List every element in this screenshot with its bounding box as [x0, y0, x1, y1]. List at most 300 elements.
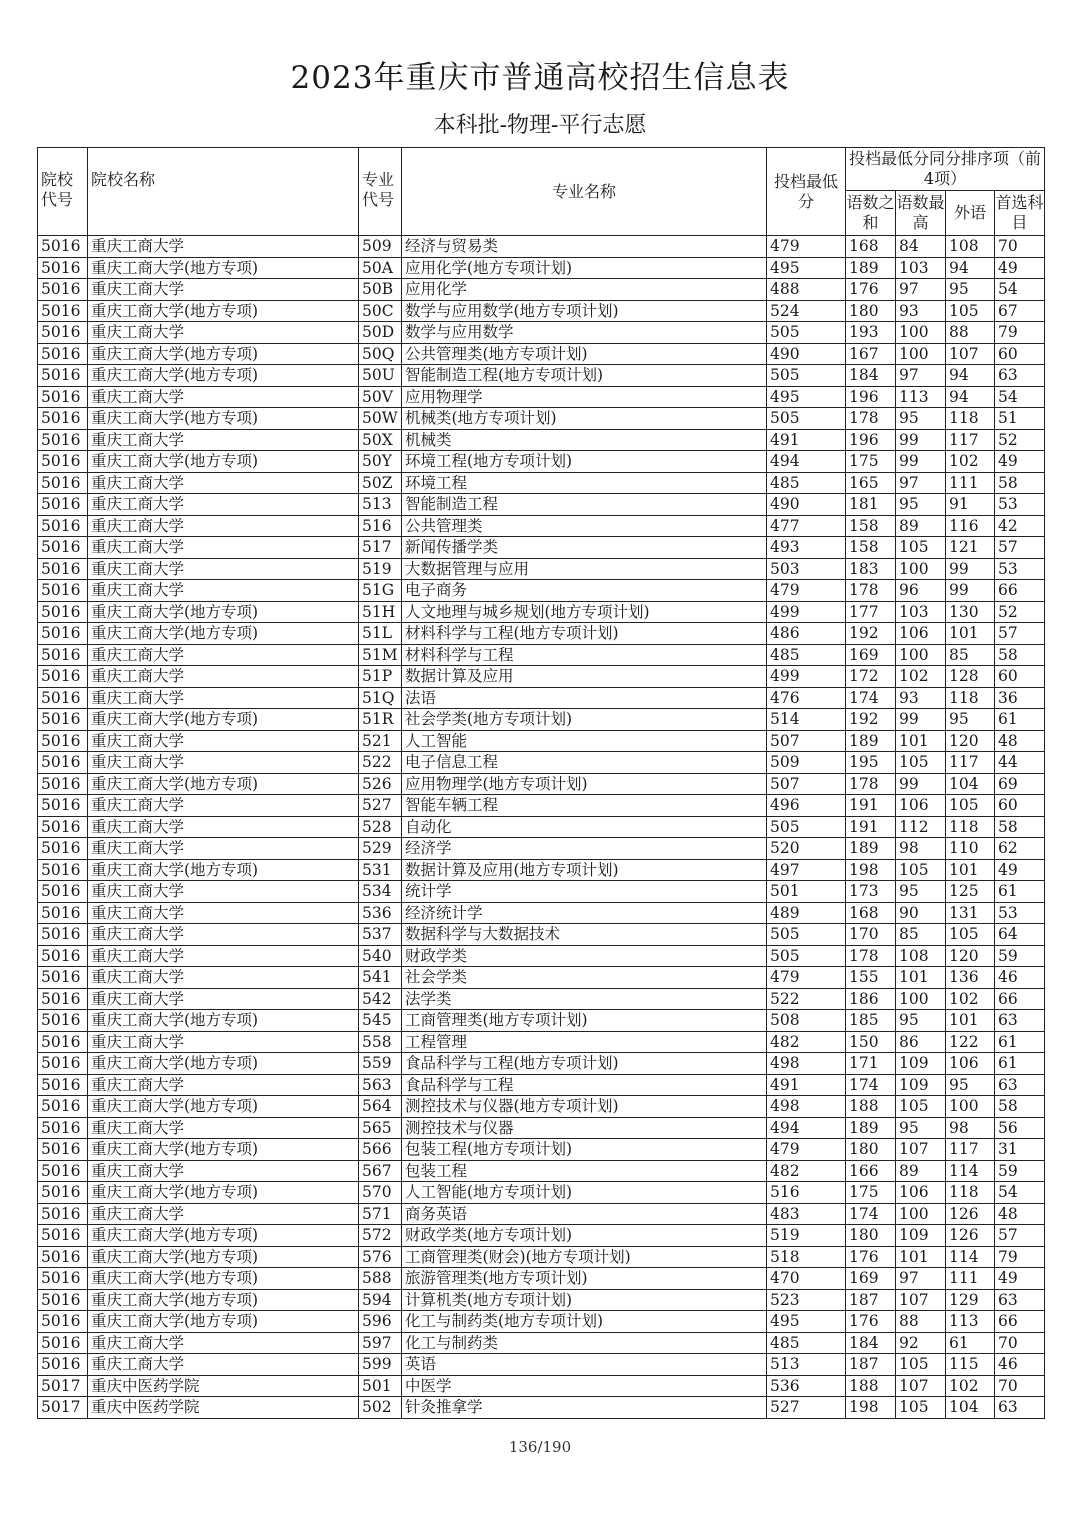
chinese-math-max-cell: 99 [896, 429, 946, 451]
school-name-cell: 重庆工商大学(地方专项) [88, 300, 359, 322]
first-subject-cell: 63 [995, 1289, 1045, 1311]
major-code-cell: 50W [359, 408, 402, 430]
major-code-cell: 50C [359, 300, 402, 322]
major-code-cell: 572 [359, 1225, 402, 1247]
chinese-math-sum-cell: 168 [846, 236, 896, 258]
chinese-math-sum-cell: 188 [846, 1096, 896, 1118]
table-body [38, 236, 1045, 1419]
foreign-lang-cell: 85 [946, 644, 995, 666]
school-name-cell: 重庆工商大学 [88, 1160, 359, 1182]
major-code-cell: 509 [359, 236, 402, 258]
school-code-cell: 5017 [38, 1375, 88, 1397]
min-score-cell: 514 [767, 709, 846, 731]
chinese-math-sum-cell: 176 [846, 1246, 896, 1268]
min-score-cell: 520 [767, 838, 846, 860]
table-row [38, 537, 1045, 559]
chinese-math-max-cell: 89 [896, 515, 946, 537]
table-row [38, 1246, 1045, 1268]
min-score-cell: 499 [767, 666, 846, 688]
admission-table [37, 147, 1045, 1419]
table-row [38, 967, 1045, 989]
foreign-lang-cell: 102 [946, 451, 995, 473]
first-subject-cell: 63 [995, 1074, 1045, 1096]
foreign-lang-cell: 88 [946, 322, 995, 344]
major-name-cell: 财政学类 [402, 945, 767, 967]
chinese-math-max-cell: 97 [896, 472, 946, 494]
chinese-math-sum-cell: 169 [846, 644, 896, 666]
foreign-lang-cell: 110 [946, 838, 995, 860]
min-score-cell: 479 [767, 967, 846, 989]
major-code-cell: 516 [359, 515, 402, 537]
min-score-cell: 485 [767, 644, 846, 666]
school-name-cell: 重庆工商大学 [88, 838, 359, 860]
major-name-cell: 社会学类(地方专项计划) [402, 709, 767, 731]
major-code-cell: 51G [359, 580, 402, 602]
foreign-lang-cell: 117 [946, 1139, 995, 1161]
chinese-math-sum-cell: 178 [846, 945, 896, 967]
foreign-lang-cell: 113 [946, 1311, 995, 1333]
first-subject-cell: 54 [995, 1182, 1045, 1204]
first-subject-cell: 61 [995, 1053, 1045, 1075]
chinese-math-sum-cell: 175 [846, 1182, 896, 1204]
major-code-cell: 50D [359, 322, 402, 344]
major-code-cell: 541 [359, 967, 402, 989]
major-code-cell: 576 [359, 1246, 402, 1268]
chinese-math-sum-cell: 174 [846, 1203, 896, 1225]
school-code-cell: 5016 [38, 580, 88, 602]
major-name-cell: 数据科学与大数据技术 [402, 924, 767, 946]
major-code-cell: 522 [359, 752, 402, 774]
first-subject-cell: 49 [995, 1268, 1045, 1290]
school-code-cell: 5016 [38, 967, 88, 989]
min-score-cell: 505 [767, 408, 846, 430]
major-code-cell: 50V [359, 386, 402, 408]
chinese-math-max-cell: 105 [896, 1096, 946, 1118]
first-subject-cell: 61 [995, 709, 1045, 731]
first-subject-cell: 60 [995, 666, 1045, 688]
first-subject-cell: 58 [995, 816, 1045, 838]
major-code-cell: 571 [359, 1203, 402, 1225]
foreign-lang-cell: 94 [946, 386, 995, 408]
chinese-math-sum-cell: 155 [846, 967, 896, 989]
school-code-cell: 5016 [38, 1074, 88, 1096]
table-row [38, 666, 1045, 688]
first-subject-cell: 64 [995, 924, 1045, 946]
major-code-cell: 594 [359, 1289, 402, 1311]
first-subject-cell: 46 [995, 1354, 1045, 1376]
school-code-cell: 5016 [38, 236, 88, 258]
chinese-math-sum-cell: 185 [846, 1010, 896, 1032]
first-subject-cell: 53 [995, 558, 1045, 580]
major-name-cell: 数学与应用数学(地方专项计划) [402, 300, 767, 322]
foreign-lang-cell: 101 [946, 859, 995, 881]
first-subject-cell: 48 [995, 730, 1045, 752]
foreign-lang-cell: 106 [946, 1053, 995, 1075]
chinese-math-max-cell: 93 [896, 300, 946, 322]
school-name-cell: 重庆工商大学 [88, 1354, 359, 1376]
table-row [38, 1031, 1045, 1053]
school-code-cell: 5016 [38, 988, 88, 1010]
min-score-cell: 507 [767, 730, 846, 752]
school-code-cell: 5016 [38, 300, 88, 322]
chinese-math-sum-cell: 187 [846, 1289, 896, 1311]
min-score-cell: 497 [767, 859, 846, 881]
school-code-cell: 5016 [38, 752, 88, 774]
major-code-cell: 517 [359, 537, 402, 559]
chinese-math-max-cell: 106 [896, 795, 946, 817]
table-row [38, 838, 1045, 860]
first-subject-cell: 70 [995, 1375, 1045, 1397]
chinese-math-sum-cell: 191 [846, 816, 896, 838]
school-code-cell: 5016 [38, 709, 88, 731]
min-score-cell: 494 [767, 451, 846, 473]
major-code-cell: 50Y [359, 451, 402, 473]
table-row [38, 472, 1045, 494]
foreign-lang-cell: 91 [946, 494, 995, 516]
table-row [38, 451, 1045, 473]
chinese-math-sum-cell: 189 [846, 1117, 896, 1139]
foreign-lang-cell: 100 [946, 1096, 995, 1118]
school-name-cell: 重庆工商大学 [88, 429, 359, 451]
min-score-cell: 507 [767, 773, 846, 795]
table-row [38, 773, 1045, 795]
major-code-cell: 50B [359, 279, 402, 301]
foreign-lang-cell: 114 [946, 1246, 995, 1268]
chinese-math-max-cell: 103 [896, 601, 946, 623]
major-name-cell: 电子商务 [402, 580, 767, 602]
school-code-cell: 5016 [38, 1354, 88, 1376]
major-name-cell: 旅游管理类(地方专项计划) [402, 1268, 767, 1290]
major-code-cell: 527 [359, 795, 402, 817]
chinese-math-max-cell: 99 [896, 709, 946, 731]
first-subject-cell: 62 [995, 838, 1045, 860]
first-subject-cell: 67 [995, 300, 1045, 322]
school-name-cell: 重庆中医药学院 [88, 1397, 359, 1419]
chinese-math-sum-cell: 196 [846, 386, 896, 408]
chinese-math-max-cell: 101 [896, 967, 946, 989]
table-row [38, 1289, 1045, 1311]
school-code-cell: 5016 [38, 644, 88, 666]
major-name-cell: 人工智能(地方专项计划) [402, 1182, 767, 1204]
min-score-cell: 486 [767, 623, 846, 645]
table-row [38, 322, 1045, 344]
chinese-math-sum-cell: 167 [846, 343, 896, 365]
school-code-cell: 5016 [38, 343, 88, 365]
school-code-cell: 5016 [38, 472, 88, 494]
chinese-math-sum-cell: 177 [846, 601, 896, 623]
school-name-cell: 重庆工商大学(地方专项) [88, 1311, 359, 1333]
first-subject-cell: 79 [995, 322, 1045, 344]
major-code-cell: 542 [359, 988, 402, 1010]
school-code-cell: 5016 [38, 537, 88, 559]
school-code-cell: 5016 [38, 365, 88, 387]
major-code-cell: 528 [359, 816, 402, 838]
foreign-lang-cell: 118 [946, 816, 995, 838]
first-subject-cell: 48 [995, 1203, 1045, 1225]
major-code-cell: 564 [359, 1096, 402, 1118]
major-name-cell: 财政学类(地方专项计划) [402, 1225, 767, 1247]
major-name-cell: 数学与应用数学 [402, 322, 767, 344]
school-name-cell: 重庆工商大学(地方专项) [88, 1289, 359, 1311]
chinese-math-sum-cell: 198 [846, 859, 896, 881]
foreign-lang-cell: 116 [946, 515, 995, 537]
chinese-math-max-cell: 95 [896, 494, 946, 516]
school-name-cell: 重庆工商大学 [88, 967, 359, 989]
first-subject-cell: 52 [995, 429, 1045, 451]
major-name-cell: 智能制造工程(地方专项计划) [402, 365, 767, 387]
table-row [38, 623, 1045, 645]
chinese-math-max-cell: 105 [896, 1397, 946, 1419]
table-row [38, 1311, 1045, 1333]
first-subject-cell: 49 [995, 257, 1045, 279]
table-row [38, 859, 1045, 881]
school-name-cell: 重庆工商大学 [88, 795, 359, 817]
chinese-math-max-cell: 100 [896, 988, 946, 1010]
school-name-cell: 重庆工商大学(地方专项) [88, 1268, 359, 1290]
foreign-lang-cell: 121 [946, 537, 995, 559]
foreign-lang-cell: 126 [946, 1225, 995, 1247]
table-row [38, 1225, 1045, 1247]
major-name-cell: 商务英语 [402, 1203, 767, 1225]
chinese-math-max-cell: 93 [896, 687, 946, 709]
chinese-math-sum-cell: 178 [846, 580, 896, 602]
first-subject-cell: 49 [995, 859, 1045, 881]
min-score-cell: 485 [767, 1332, 846, 1354]
school-name-cell: 重庆工商大学(地方专项) [88, 623, 359, 645]
school-code-cell: 5016 [38, 816, 88, 838]
school-name-cell: 重庆工商大学(地方专项) [88, 773, 359, 795]
foreign-lang-cell: 108 [946, 236, 995, 258]
chinese-math-sum-cell: 189 [846, 730, 896, 752]
min-score-cell: 523 [767, 1289, 846, 1311]
chinese-math-max-cell: 99 [896, 773, 946, 795]
school-code-cell: 5016 [38, 730, 88, 752]
school-name-cell: 重庆工商大学 [88, 1332, 359, 1354]
min-score-cell: 505 [767, 322, 846, 344]
major-code-cell: 51M [359, 644, 402, 666]
chinese-math-max-cell: 107 [896, 1375, 946, 1397]
foreign-lang-cell: 111 [946, 1268, 995, 1290]
major-name-cell: 社会学类 [402, 967, 767, 989]
school-name-cell: 重庆工商大学(地方专项) [88, 1225, 359, 1247]
major-code-cell: 521 [359, 730, 402, 752]
school-code-cell: 5016 [38, 945, 88, 967]
table-row [38, 816, 1045, 838]
min-score-cell: 491 [767, 1074, 846, 1096]
school-code-cell: 5016 [38, 881, 88, 903]
table-row [38, 1010, 1045, 1032]
chinese-math-max-cell: 109 [896, 1053, 946, 1075]
major-code-cell: 596 [359, 1311, 402, 1333]
foreign-lang-cell: 105 [946, 924, 995, 946]
school-code-cell: 5016 [38, 859, 88, 881]
chinese-math-sum-cell: 186 [846, 988, 896, 1010]
chinese-math-max-cell: 100 [896, 558, 946, 580]
foreign-lang-cell: 95 [946, 709, 995, 731]
first-subject-cell: 70 [995, 1332, 1045, 1354]
school-name-cell: 重庆工商大学 [88, 945, 359, 967]
school-code-cell: 5016 [38, 558, 88, 580]
chinese-math-sum-cell: 187 [846, 1354, 896, 1376]
foreign-lang-cell: 122 [946, 1031, 995, 1053]
header-school-code: 院校代号 [38, 148, 88, 236]
school-name-cell: 重庆工商大学(地方专项) [88, 859, 359, 881]
table-row [38, 365, 1045, 387]
school-code-cell: 5016 [38, 257, 88, 279]
chinese-math-sum-cell: 184 [846, 365, 896, 387]
table-row [38, 408, 1045, 430]
table-row [38, 494, 1045, 516]
chinese-math-sum-cell: 191 [846, 795, 896, 817]
school-code-cell: 5016 [38, 1160, 88, 1182]
min-score-cell: 518 [767, 1246, 846, 1268]
major-code-cell: 588 [359, 1268, 402, 1290]
first-subject-cell: 66 [995, 1311, 1045, 1333]
school-name-cell: 重庆工商大学 [88, 730, 359, 752]
chinese-math-max-cell: 88 [896, 1311, 946, 1333]
chinese-math-sum-cell: 175 [846, 451, 896, 473]
first-subject-cell: 63 [995, 1397, 1045, 1419]
chinese-math-max-cell: 105 [896, 537, 946, 559]
chinese-math-max-cell: 95 [896, 408, 946, 430]
school-name-cell: 重庆工商大学 [88, 279, 359, 301]
table-row [38, 236, 1045, 258]
chinese-math-sum-cell: 181 [846, 494, 896, 516]
table-row [38, 1332, 1045, 1354]
foreign-lang-cell: 101 [946, 1010, 995, 1032]
table-row [38, 1074, 1045, 1096]
min-score-cell: 491 [767, 429, 846, 451]
school-code-cell: 5016 [38, 429, 88, 451]
chinese-math-sum-cell: 198 [846, 1397, 896, 1419]
first-subject-cell: 36 [995, 687, 1045, 709]
min-score-cell: 494 [767, 1117, 846, 1139]
major-name-cell: 机械类(地方专项计划) [402, 408, 767, 430]
chinese-math-sum-cell: 150 [846, 1031, 896, 1053]
first-subject-cell: 60 [995, 343, 1045, 365]
foreign-lang-cell: 120 [946, 945, 995, 967]
min-score-cell: 496 [767, 795, 846, 817]
min-score-cell: 516 [767, 1182, 846, 1204]
foreign-lang-cell: 104 [946, 773, 995, 795]
foreign-lang-cell: 128 [946, 666, 995, 688]
major-code-cell: 537 [359, 924, 402, 946]
school-name-cell: 重庆工商大学 [88, 988, 359, 1010]
foreign-lang-cell: 99 [946, 558, 995, 580]
school-code-cell: 5016 [38, 1225, 88, 1247]
chinese-math-max-cell: 113 [896, 386, 946, 408]
first-subject-cell: 57 [995, 1225, 1045, 1247]
school-name-cell: 重庆工商大学(地方专项) [88, 365, 359, 387]
min-score-cell: 479 [767, 1139, 846, 1161]
min-score-cell: 505 [767, 365, 846, 387]
school-code-cell: 5016 [38, 687, 88, 709]
chinese-math-max-cell: 89 [896, 1160, 946, 1182]
foreign-lang-cell: 105 [946, 795, 995, 817]
major-code-cell: 566 [359, 1139, 402, 1161]
first-subject-cell: 63 [995, 365, 1045, 387]
school-code-cell: 5016 [38, 494, 88, 516]
major-code-cell: 534 [359, 881, 402, 903]
chinese-math-max-cell: 96 [896, 580, 946, 602]
major-name-cell: 经济学 [402, 838, 767, 860]
foreign-lang-cell: 94 [946, 365, 995, 387]
table-row [38, 730, 1045, 752]
table-row [38, 1117, 1045, 1139]
school-code-cell: 5016 [38, 623, 88, 645]
table-row [38, 687, 1045, 709]
first-subject-cell: 56 [995, 1117, 1045, 1139]
min-score-cell: 483 [767, 1203, 846, 1225]
min-score-cell: 505 [767, 816, 846, 838]
min-score-cell: 503 [767, 558, 846, 580]
header-major-code: 专业代号 [359, 148, 402, 236]
major-name-cell: 工程管理 [402, 1031, 767, 1053]
major-name-cell: 数据计算及应用 [402, 666, 767, 688]
major-code-cell: 51L [359, 623, 402, 645]
chinese-math-max-cell: 107 [896, 1139, 946, 1161]
first-subject-cell: 49 [995, 451, 1045, 473]
table-row [38, 1160, 1045, 1182]
chinese-math-max-cell: 105 [896, 752, 946, 774]
chinese-math-sum-cell: 180 [846, 300, 896, 322]
school-name-cell: 重庆工商大学 [88, 666, 359, 688]
table-row [38, 279, 1045, 301]
min-score-cell: 501 [767, 881, 846, 903]
school-code-cell: 5016 [38, 1311, 88, 1333]
chinese-math-max-cell: 105 [896, 859, 946, 881]
chinese-math-sum-cell: 192 [846, 709, 896, 731]
school-code-cell: 5016 [38, 322, 88, 344]
major-name-cell: 包装工程 [402, 1160, 767, 1182]
school-code-cell: 5016 [38, 1182, 88, 1204]
major-name-cell: 包装工程(地方专项计划) [402, 1139, 767, 1161]
major-name-cell: 电子信息工程 [402, 752, 767, 774]
major-name-cell: 计算机类(地方专项计划) [402, 1289, 767, 1311]
school-name-cell: 重庆工商大学 [88, 236, 359, 258]
page-subtitle: 本科批-物理-平行志愿 [433, 113, 647, 138]
school-code-cell: 5016 [38, 1203, 88, 1225]
chinese-math-max-cell: 95 [896, 881, 946, 903]
header-school-name: 院校名称 [88, 148, 359, 236]
school-name-cell: 重庆工商大学(地方专项) [88, 257, 359, 279]
page-number: 136/190 [508, 1438, 572, 1456]
major-name-cell: 化工与制药类(地方专项计划) [402, 1311, 767, 1333]
school-name-cell: 重庆工商大学 [88, 558, 359, 580]
header-foreign-lang: 外语 [946, 191, 995, 236]
major-name-cell: 中医学 [402, 1375, 767, 1397]
major-code-cell: 563 [359, 1074, 402, 1096]
foreign-lang-cell: 129 [946, 1289, 995, 1311]
chinese-math-max-cell: 100 [896, 644, 946, 666]
chinese-math-max-cell: 97 [896, 279, 946, 301]
school-name-cell: 重庆工商大学 [88, 386, 359, 408]
first-subject-cell: 58 [995, 644, 1045, 666]
school-name-cell: 重庆工商大学(地方专项) [88, 343, 359, 365]
major-name-cell: 经济统计学 [402, 902, 767, 924]
school-code-cell: 5016 [38, 1031, 88, 1053]
major-code-cell: 50U [359, 365, 402, 387]
chinese-math-max-cell: 103 [896, 257, 946, 279]
school-name-cell: 重庆中医药学院 [88, 1375, 359, 1397]
table-row [38, 558, 1045, 580]
major-name-cell: 公共管理类 [402, 515, 767, 537]
min-score-cell: 495 [767, 1311, 846, 1333]
min-score-cell: 482 [767, 1160, 846, 1182]
table-row [38, 515, 1045, 537]
table-row [38, 945, 1045, 967]
school-name-cell: 重庆工商大学(地方专项) [88, 408, 359, 430]
